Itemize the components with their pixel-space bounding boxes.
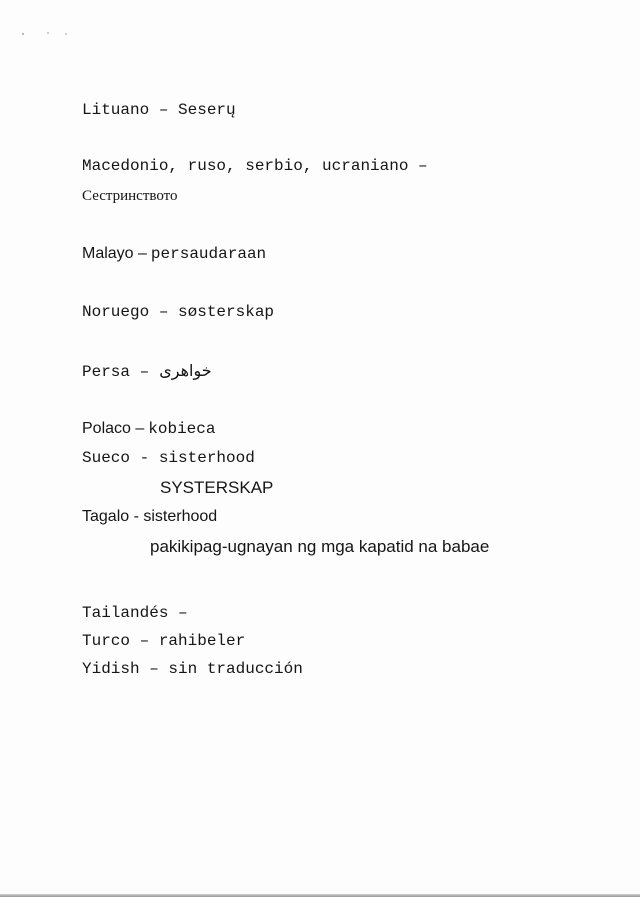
entry-turco: Turco – rahibeler — [82, 632, 246, 650]
entry-persa-translation: خواهری — [159, 361, 212, 380]
entry-tagalo-translation: pakikipag-ugnayan ng mga kapatid na babae — [150, 537, 490, 556]
entry-polaco-label: Polaco – — [82, 420, 145, 437]
entry-malayo — [82, 245, 266, 263]
entry-tagalo: Tagalo - sisterhood — [82, 508, 218, 525]
entry-macedonio-translation: Сестринството — [82, 188, 178, 204]
entry-malayo-translation: persaudaraan — [150, 245, 267, 263]
entry-sueco: Sueco - sisterhood — [82, 449, 255, 467]
entry-yidish: Yidish – sin traducción — [82, 660, 303, 678]
entry-macedonio: Macedonio, ruso, serbio, ucraniano – — [82, 157, 428, 175]
entry-malayo-label: Malayo – — [82, 245, 147, 262]
scan-specks — [20, 30, 80, 38]
entry-tailandes: Tailandés – — [82, 604, 188, 622]
entry-sueco-translation: SYSTERSKAP — [160, 478, 274, 497]
entry-noruego: Noruego – søsterskap — [82, 303, 275, 321]
entry-polaco-translation: kobieca — [148, 420, 216, 438]
entry-lituano: Lituano – Seserų — [82, 101, 236, 119]
entry-persa-label: Persa – — [82, 363, 150, 381]
entry-polaco — [82, 420, 215, 438]
entry-persa — [82, 361, 212, 381]
